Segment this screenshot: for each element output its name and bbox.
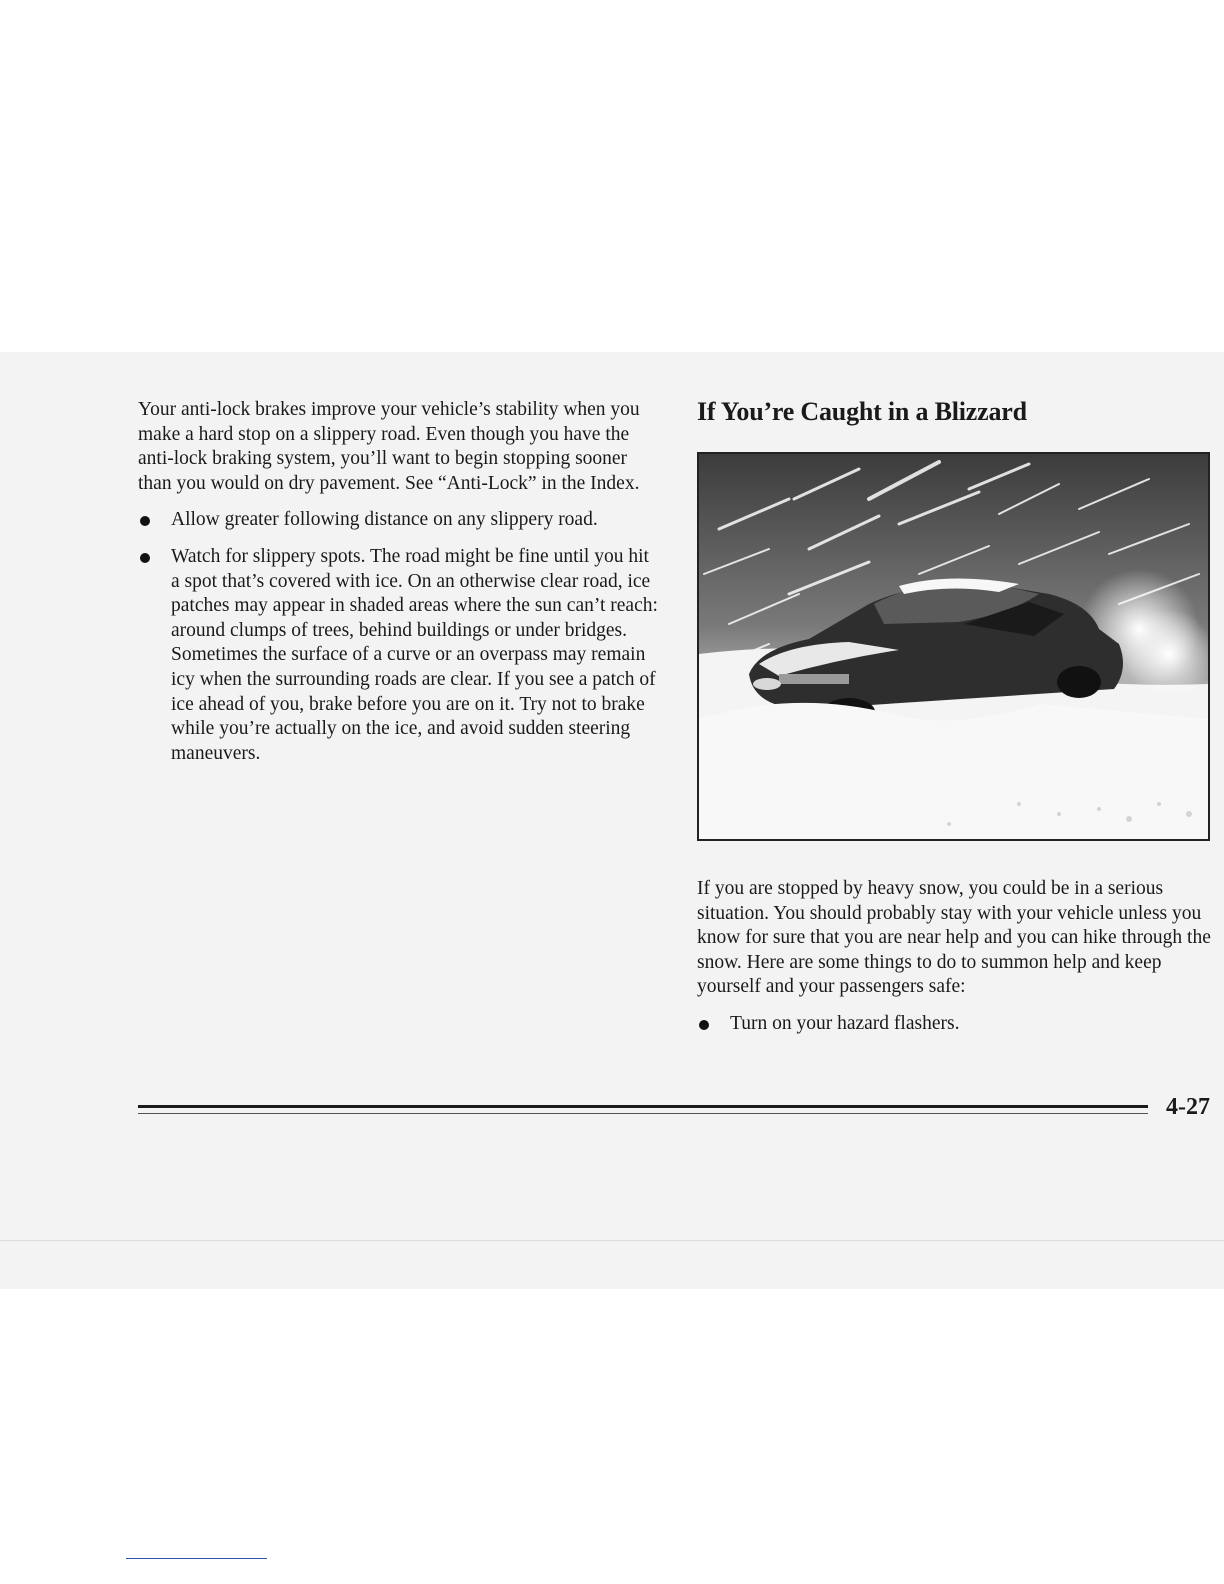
right-column-header — [697, 396, 1212, 428]
bullet-icon — [140, 553, 150, 563]
left-bullet-list — [138, 508, 658, 766]
right-bullet-list — [697, 1012, 1212, 1037]
right-column-body — [697, 877, 1212, 1049]
list-item — [138, 508, 658, 533]
page-number: 4-27 — [1166, 1094, 1210, 1120]
list-item — [697, 1012, 1212, 1037]
section-heading: If You’re Caught in a Blizzard — [697, 397, 1027, 426]
list-item — [138, 545, 658, 766]
footer-rule-thin — [138, 1113, 1148, 1114]
intro-paragraph: Your anti-lock brakes improve your vehicle’s stability when you make a hard stop on a slippery road. Even though you have the anti-lock braking system, you’ll want to begin stopping sooner than you would on dry pavement. See “Anti-Lock” in the Index. — [138, 399, 640, 494]
blizzard-car-illustration — [697, 452, 1210, 841]
bottom-underline — [126, 1558, 267, 1559]
bullet-text: Watch for slippery spots. The road might be fine until you hit a spot that’s covered with ice. On an otherwise clear road, ice patches may appear in shaded areas where the sun can’t reach: around clumps of trees, behind buildings or under bridges. Sometimes the surface of a curve or an overpass may remain icy when the surrounding roads are clear. If you see a patch of ice ahead of you, brake before you are on it. Try not to brake while you’re actually on the ice, and avoid sudden steering maneuvers. — [171, 545, 658, 764]
blizzard-scene-icon — [699, 454, 1208, 839]
footer-rule — [138, 1105, 1148, 1108]
bullet-icon — [699, 1020, 709, 1030]
bullet-text: Turn on your hazard flashers. — [730, 1012, 960, 1034]
body-paragraph: If you are stopped by heavy snow, you could be in a serious situation. You should probably stay with your vehicle unless you know for sure that you are near help and you can hike through the snow. Here are some things to do to summon help and keep yourself and your passengers safe: — [697, 878, 1211, 998]
bullet-text: Allow greater following distance on any slippery road. — [171, 509, 598, 531]
scan-edge-line — [0, 1240, 1224, 1241]
bullet-icon — [140, 516, 150, 526]
left-column — [138, 398, 658, 778]
